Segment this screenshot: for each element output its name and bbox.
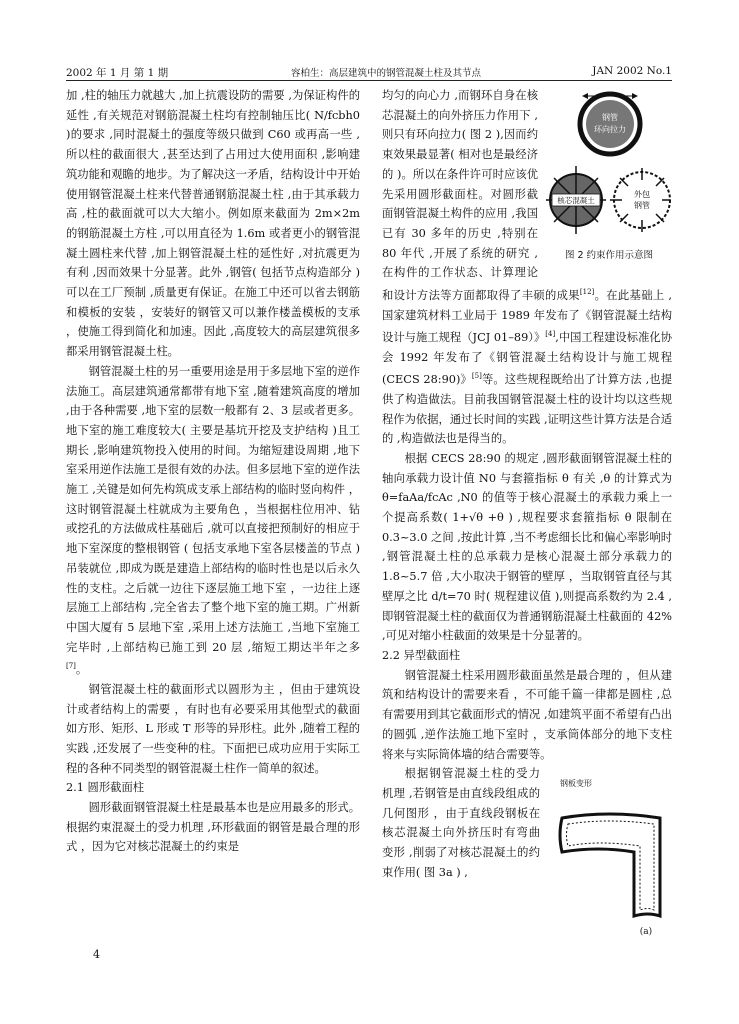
left-column: [66, 86, 360, 857]
paragraph: 根据钢管混凝土柱的受力机理 ,若钢管是由直线段组成的几何图形 ，由于直线段钢板在核芯混凝土向外挤压时有弯曲变形 ,削弱了对核芯混凝土的约束作用( 图 3a ) ,: [382, 767, 540, 879]
figure-2-caption: 图 2 约束作用示意图: [564, 250, 654, 262]
l-shape-deformation-diagram: [548, 766, 672, 938]
page-number: 4: [93, 948, 100, 961]
section-heading-2-2: 2.2 异型截面柱: [382, 648, 461, 662]
citation: [5]: [471, 372, 482, 381]
paragraph: 钢管混凝土柱的截面形式以圆形为主 ，但由于建筑设计或者结构上的需要 ，有时也有必要采用其他型式的截面如方形、矩形、L 形或 T 形等的异形柱。此外 ,随着工程的实践 ,还发展了一些变种的柱。下面把已成功应用于实际工程的各种不同类型的钢管混凝土柱作一简单的叙述。: [66, 682, 360, 775]
label-plate-deformation: 钢板变形: [560, 779, 592, 789]
citation: [7]: [66, 662, 76, 671]
paragraph: 钢管混凝土柱的另一重要用途是用于多层地下室的逆作法施工。高层建筑通常都带有地下室 ,随着建筑高度的增加 ,由于各种需要 ,地下室的层数一般都有 2、3 层或者更多。地下室的施工难度较大( 主要是基坑开挖及支护结构 )且工期长 ,影响建筑物投入使用的时间。为缩短建设周期 ,地下室采用逆作法施工是很有效的办法。但多层地下室的逆作法施工 ,关键是如何先构筑成支承上部结构的临时竖向构件 ，这时钢管混凝土柱就成为主要角色 ，当根据柱位用冲、钻或挖孔的方法做成柱基础后 ,就可以直接把预制好的相应于地下室深度的整根钢管 ( 包括支承地下室各层楼盖的节点 )吊装就位 ,即成为既是建造上部结构的临时性也是以后永久性的支柱。之后就一边往下逐层施工地下室 ，一边往上逐层施工上部结构 ,完全省去了整个地下室的施工期。广州新中国大厦有 5 层地下室 ,采用上述方法施工 ,当地下室施工完毕时 ,上部结构已施工到 20 层 ,缩短工期达半年之多[7]。: [66, 364, 360, 677]
header-title: 容柏生：高层建筑中的钢管混凝土柱及其节点: [290, 68, 481, 79]
confinement-diagram: [546, 88, 672, 248]
header-issue: 2002 年 1 月 第 1 期: [66, 67, 169, 79]
right-column: [382, 86, 672, 938]
label-outer: 外包: [634, 190, 650, 199]
figure-3a: [548, 766, 672, 938]
figure-2: [546, 88, 672, 266]
citation: [4]: [545, 330, 556, 339]
label-core: 核芯混凝土: [557, 196, 595, 205]
running-header: [66, 60, 672, 81]
section-heading-2-1: 2.1 圆形截面柱: [66, 781, 145, 795]
label-outer-2: 钢管: [634, 201, 650, 210]
citation: [12]: [579, 288, 595, 297]
paragraph: 加 ,柱的轴压力就越大 ,加上抗震设防的需要 ,为保证构件的延性 ,有关规范对钢筋混凝土柱均有控制轴压比( N/fcbh0 )的要求 ,同时混凝土的强度等级只做到 C60 或再高一些 ,所以柱的截面很大 ,甚至达到了占用过大使用面积 ,影响建筑功能和观瞻的地步。为了解决这一矛盾，结构设计中开始使用钢管混凝土柱来代替普通钢筋混凝土柱 ,由于其承载力高 ,柱的截面就可以大大缩小。例如原来截面为 2m×2m 的钢筋混凝土方柱 ,可以用直径为 1.6m 或者更小的钢管混凝土圆柱来代替 ,加上钢管混凝土柱的延性好 ,对抗震更为有利 ,因而效果十分显著。此外 ,钢管( 包括节点构造部分 )可以在工厂预制 ,质量更有保证。在施工中还可以省去钢筋和模板的安装 ，安装好的钢管又可以兼作楼盖模板的支承 ，使施工得到简化和加速。因此 ,高度较大的高层建筑很多都采用钢管混凝土柱。: [66, 89, 360, 359]
paragraph: 均匀的向心力 ,而钢环自身在核芯混凝土的向外挤压力作用下 ,则只有环向拉力( 图 2 ),因而约束效果最显著( 相对也是最经济的 )。所以在条件许可时应该优先采用圆形截面柱。对圆形截面钢管混凝土构件的应用 ,我国已有 30 多年的历史 ,特别在 80 年代 ,开展了系统的研究 ,在构件的工作状态、计算理论和设计方法等方面都取得了丰硕的成果[12]。在此基础上 ,国家建筑材料工业局于 1989 年发布了《钢管混凝土结构设计与施工规程（JCJ 01–89）》[4],中国工程建设标准化协会 1992 年发布了《钢管混凝土结构设计与施工规程(CECS 28:90)》[5]等。这些规程既给出了计算方法 ,也提供了构造做法。目前我国钢管混凝土柱的设计均以这些规程作为依据，通过长时间的实践 ,证明这些计算方法是合适的 ,构造做法也是得当的。: [382, 89, 673, 446]
paragraph: 钢管混凝土柱采用圆形截面虽然是最合理的 ，但从建筑和结构设计的需要来看 ，不可能千篇一律都是圆柱 ,总有需要用到其它截面形式的情况 ,如建筑平面不希望有凸出的圆弧 ,逆作法施工地下室时 ，支承筒体部分的地下支柱将来与实际筒体墙的结合需要等。: [382, 668, 672, 761]
paragraph: 根据 CECS 28:90 的规定 ,圆形截面钢管混凝土柱的轴向承载力设计值 N0 与套箍指标 θ 有关 ,θ 的计算式为 θ=faAa/fcAc ,N0 的值等于核心混凝土的承载力乘上一个提高系数( 1+√θ +θ ) ,规程要求套箍指标 θ 限制在 0.3~3.0 之间 ,按此计算 ,当不考虑细长比和偏心率影响时 ,钢管混凝土柱的总承载力是核心混凝土部分承载力的 1.8~5.7 倍 ,大小取决于钢管的壁厚 ，当取钢管直径与其壁厚之比 d/t=70 时( 规程建议值 ),则提高系数约为 2.4 ,即钢管混凝土柱的截面仅为普通钢筋混凝土柱截面的 42% ,可见对缩小柱截面的效果是十分显著的。: [382, 451, 672, 643]
label-tension: 环向拉力: [594, 125, 626, 134]
paragraph: 圆形截面钢管混凝土柱是最基本也是应用最多的形式。根据约束混凝土的受力机理 ,环形截面的钢管是最合理的形式 ，因为它对核芯混凝土的约束是: [66, 801, 360, 854]
label-tube: 钢管: [602, 113, 618, 122]
header-date: JAN 2002 No.1: [592, 65, 672, 77]
subfigure-label: (a): [639, 927, 653, 938]
